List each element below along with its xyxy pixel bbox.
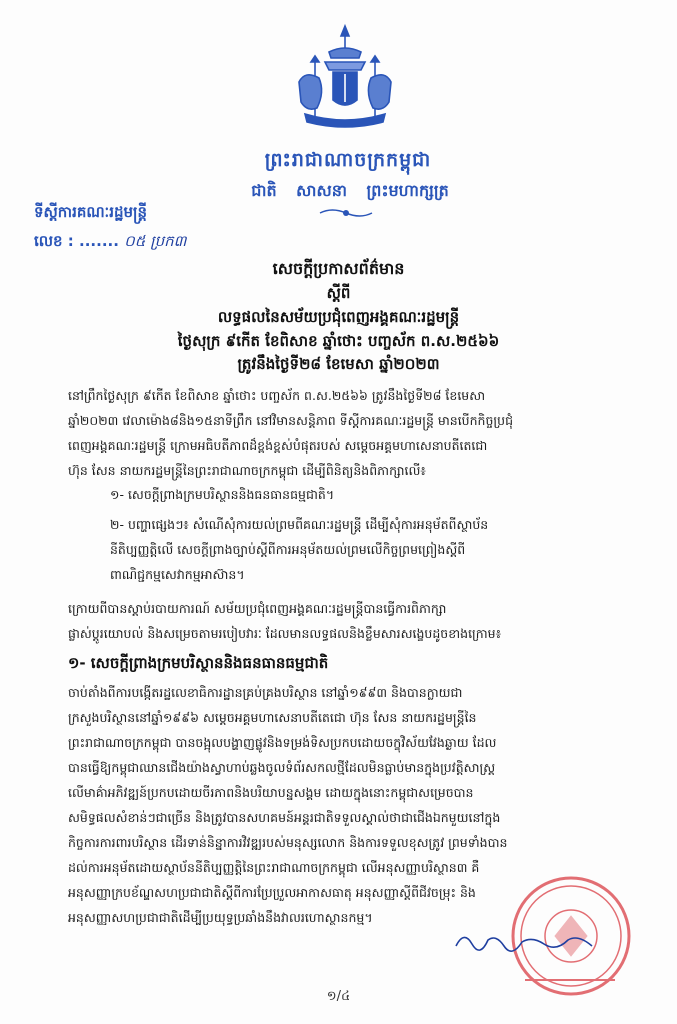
title-gregorian-date: ត្រូវនឹងថ្ងៃទី២៨ ខែមេសា ឆ្នាំ២០២៣ — [237, 355, 440, 373]
paragraph-line: នីតិប្បញ្ញត្តិលើ សេចក្តីព្រាងច្បាប់ស្តីពីការអនុម័តយល់ព្រមលើកិច្ចព្រមព្រៀងស្តីពី — [110, 542, 466, 557]
intro-paragraph — [68, 383, 628, 483]
paragraph-line: ពេញអង្គគណៈរដ្ឋមន្ត្រី ក្រោមអធិបតីភាពដ៏ខ្ពង់ខ្ពស់បំផុតរបស់ សម្តេចអគ្គមហាសេនាបតីតេជោ — [68, 438, 488, 453]
kingdom-heading: ព្រះរាជាណាចក្រកម្ពុជា — [264, 149, 432, 171]
number-label: លេខ : — [34, 232, 74, 250]
paragraph-line: សមិទ្ធផលសំខាន់ៗជាច្រើន និងត្រូវបានសហគមន៍អន្តរជាតិទទួលស្គាល់ថាជាជើងឯកមួយនៅក្នុង — [68, 810, 501, 825]
paragraph-line: បានធ្វើឱ្យកម្ពុជាឈានជើងយ៉ាងស្វាហាប់ឆ្លងចូលទំព័រសកលថ្មីដែលមិនធ្លាប់មានក្នុងប្រវត្តិសាស្ត្រ — [68, 760, 496, 775]
handwritten-signature — [452, 928, 602, 954]
paragraph-line: ក្រសួងបរិស្ថាននៅឆ្នាំ១៩៩៦ សម្តេចអគ្គមហាសេនាបតីតេជោ ហ៊ុន សែន នាយករដ្ឋមន្ត្រីនៃ — [68, 710, 477, 725]
paragraph-line: ២- បញ្ហាផ្សេងៗ៖ សំណើសុំការយល់ព្រមពីគណៈរដ្ឋមន្ត្រី ដើម្បីសុំការអនុម័តពីស្ថាប័ន — [110, 517, 489, 532]
royal-coat-of-arms-emblem — [285, 22, 405, 134]
national-motto: ជាតិ សាសនា ព្រះមហាក្សត្រ — [251, 181, 449, 200]
paragraph-line: អនុសញ្ញាសហប្រជាជាតិដើម្បីប្រយុទ្ធប្រឆាំងនឹងវាលរហោស្ថានកម្ម។ — [68, 910, 373, 925]
paragraph-line: កិច្ចការការពារបរិស្ថាន ដើរទាន់និន្នាការវិវឌ្ឍរបស់មនុស្សលោក និងការទទួលខុសត្រូវ ព្រមទាំងបាន — [68, 835, 508, 850]
section-heading-1: ១- សេចក្តីព្រាងក្រមបរិស្ថាននិងធនធានធម្មជាតិ — [68, 654, 329, 672]
paragraph-line: ចាប់តាំងពីការបង្កើតរដ្ឋលេខាធិការដ្ឋានគ្រប់គ្រងបរិស្ថាន នៅឆ្នាំ១៩៩៣ និងបានក្លាយជា — [68, 685, 463, 700]
document-title: សេចក្តីប្រកាសព័ត៌មាន — [272, 259, 405, 278]
paragraph-line: នៅព្រឹកថ្ងៃសុក្រ ៩កើត ខែពិសាខ ឆ្នាំថោះ បញ្ចស័ក ព.ស.២៥៦៦ ត្រូវនឹងថ្ងៃទី២៨ ខែមេសា — [68, 388, 486, 403]
paragraph-line: ហ៊ុន សែន នាយករដ្ឋមន្ត្រីនៃព្រះរាជាណាចក្រកម្ពុជា ដើម្បីពិនិត្យនិងពិភាក្សាលើ៖ — [68, 463, 426, 478]
title-lunar-date: ថ្ងៃសុក្រ ៩កើត ខែពិសាខ ឆ្នាំថោះ បញ្ចស័ក ព.ស.២៥៦៦ — [177, 332, 500, 350]
page-number: ១/៤ — [326, 989, 351, 1004]
number-value: ០៥ ប្រក៣ — [124, 232, 187, 250]
paragraph-line: លើមាគ៌ាអភិវឌ្ឍន៍ប្រកបដោយចីរភាពនិងបរិយាបន្នសង្គម ដោយក្នុងនោះកម្ពុជាសម្រេចបាន — [68, 785, 474, 800]
ornament-divider-icon — [318, 206, 374, 220]
title-about: ស្តីពី — [326, 284, 351, 302]
paragraph-line: អនុសញ្ញាក្របខ័ណ្ឌសហប្រជាជាតិស្តីពីការប្រែប្រួលអាកាសធាតុ អនុសញ្ញាស្តីពីជីវចម្រុះ និង — [68, 885, 476, 900]
agenda-item-1: ១- សេចក្តីព្រាងក្រមបរិស្ថាននិងធនធានធម្មជាតិ។ — [110, 487, 335, 502]
paragraph-line: ផ្លាស់ប្តូរយោបល់ និងសម្រេចតាមរបៀបវារៈ ដែលមានលទ្ធផលនិងខ្លឹមសារសង្ខេបដូចខាងក្រោម៖ — [68, 626, 502, 641]
agenda-item-2 — [110, 512, 630, 587]
paragraph-line: ព្រះរាជាណាចក្រកម្ពុជា បានចង្អុលបង្ហាញផ្លូវនិងទម្រង់ទិសប្រកបដោយចក្ខុវិស័យវែងឆ្ងាយ ដែល — [68, 735, 497, 750]
title-subject: លទ្ធផលនៃសម័យប្រជុំពេញអង្គគណៈរដ្ឋមន្ត្រី — [217, 308, 460, 326]
paragraph-line: ដល់ការអនុម័តដោយស្ថាប័ននីតិប្បញ្ញត្តិនៃព្រះរាជាណាចក្រកម្ពុជា លើអនុសញ្ញាបរិស្ថាន៣ គឺ — [68, 860, 480, 875]
paragraph-line: ឆ្នាំ២០២៣ វេលាម៉ោង៨និង១៥នាទីព្រឹក នៅវិមានសន្តិភាព ទីស្តីការគណៈរដ្ឋមន្ត្រី មានបើកកិច្ចប្រជុំ — [68, 413, 514, 428]
summary-paragraph — [68, 596, 628, 646]
reference-number: លេខ : ....... ០៥ ប្រក៣ — [34, 232, 187, 250]
paragraph-line: ពាណិជ្ជកម្មសេវាកម្មអាស៊ាន។ — [110, 567, 245, 582]
issuing-office: ទីស្តីការគណៈរដ្ឋមន្ត្រី — [34, 203, 148, 221]
paragraph-line: ក្រោយពីបានស្តាប់របាយការណ៍ សម័យប្រជុំពេញអង្គគណៈរដ្ឋមន្ត្រីបានធ្វើការពិភាក្សា — [68, 601, 447, 616]
